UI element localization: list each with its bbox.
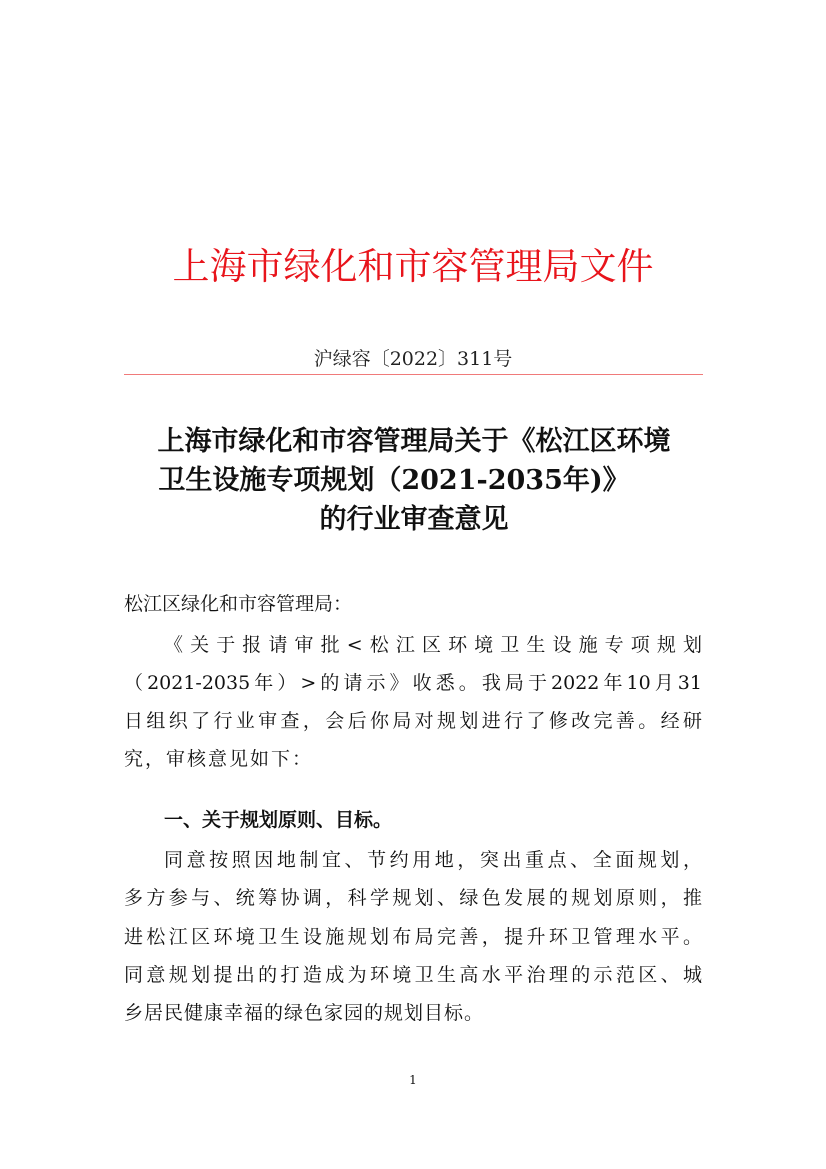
paragraph-line: 究，审核意见如下： [124, 748, 314, 770]
paragraph-line: 同意按照因地制宜、节约用地，突出重点、全面规划， [164, 849, 702, 871]
addressee: 松江区绿化和市容管理局： [124, 593, 353, 615]
document-heading-line: 的行业审查意见 [319, 504, 509, 535]
red-divider [124, 374, 703, 375]
paragraph-line: 日组织了行业审查，会后你局对规划进行了修改完善。经研 [124, 710, 702, 732]
document-number: 沪绿容〔2022〕311号 [313, 348, 513, 370]
issuing-authority-title: 上海市绿化和市容管理局文件 [172, 245, 654, 288]
paragraph-line: 同意规划提出的打造成为环境卫生高水平治理的示范区、城 [124, 964, 702, 986]
page-number: 1 [409, 1073, 417, 1087]
paragraph-line: （2021-2035年）>的请示》收悉。我局于2022年10月31 [124, 672, 702, 694]
paragraph-line: 多方参与、统筹协调，科学规划、绿色发展的规划原则，推 [124, 887, 702, 909]
paragraph-line: 乡居民健康幸福的绿色家园的规划目标。 [124, 1002, 485, 1024]
document-heading-line: 卫生设施专项规划（2021-2035年)》 [158, 465, 630, 496]
document-heading-line: 上海市绿化和市容管理局关于《松江区环境 [157, 426, 671, 457]
section-title: 一、关于规划原则、目标。 [164, 809, 393, 831]
paragraph-line: 《关于报请审批<松江区环境卫生设施专项规划 [164, 634, 702, 656]
paragraph-line: 进松江区环境卫生设施规划布局完善，提升环卫管理水平。 [124, 926, 702, 948]
